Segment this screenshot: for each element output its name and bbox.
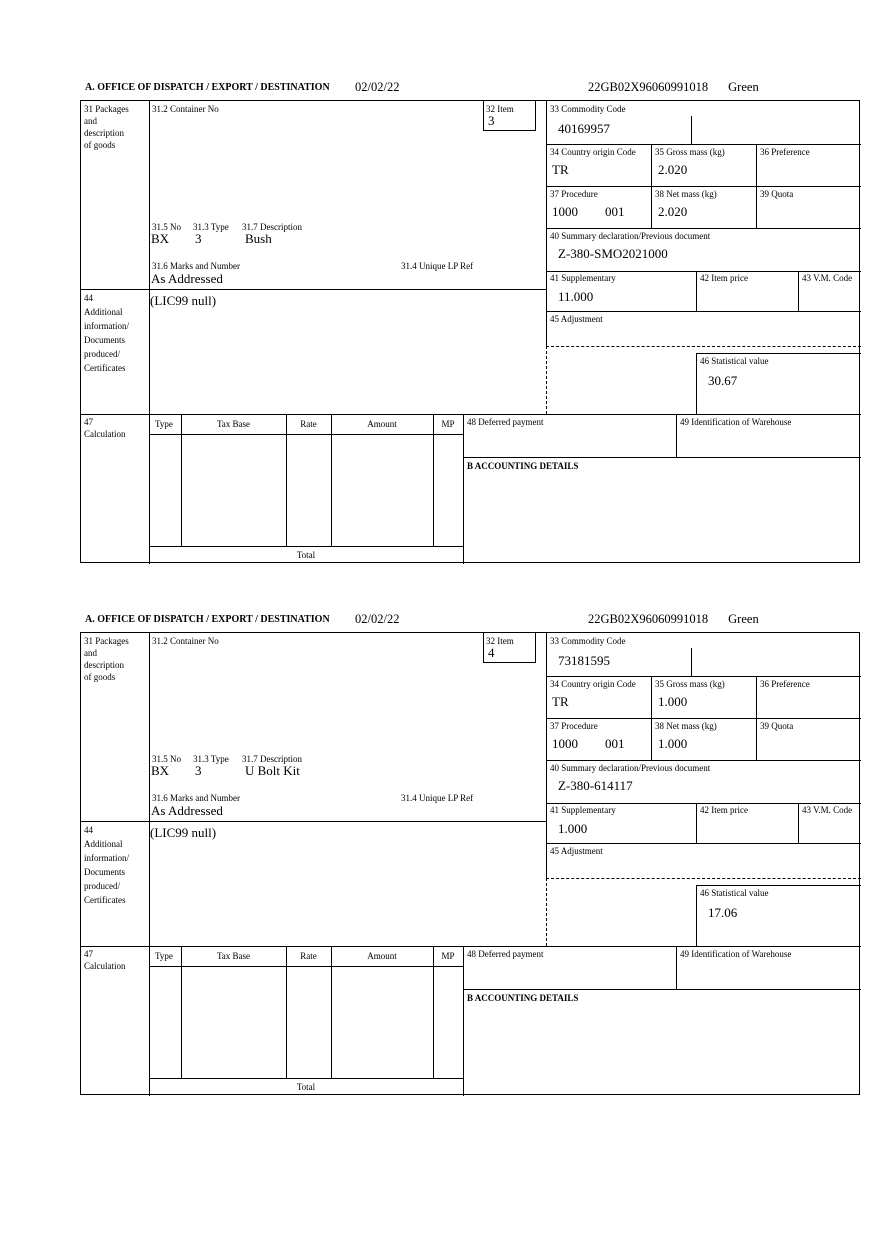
form-line <box>546 843 861 844</box>
declaration-reference <box>588 80 759 95</box>
box44-label: information/ <box>84 321 129 331</box>
box47-label: 47 <box>84 949 93 959</box>
deferred-payment-label: 48 Deferred payment <box>467 949 544 959</box>
form-line <box>546 878 861 879</box>
item-block-2 <box>0 612 882 1095</box>
gross-mass-label: 35 Gross mass (kg) <box>655 147 725 157</box>
form-line <box>546 311 861 312</box>
form-line <box>81 946 861 947</box>
box47-label: 47 <box>84 417 93 427</box>
vm-code-label: 43 V.M. Code <box>802 805 853 815</box>
calc-total-label: Total <box>296 1082 316 1092</box>
country-origin-label: 34 Country origin Code <box>550 679 636 689</box>
dispatch-date: 02/02/22 <box>355 612 400 626</box>
vm-code-label: 43 V.M. Code <box>802 273 853 283</box>
block-header <box>0 80 882 100</box>
pkg-no-label: 31.5 No <box>152 754 181 764</box>
form-line <box>756 676 757 760</box>
routing-status: Green <box>728 612 759 626</box>
calc-tax-base-header: Tax Base <box>216 419 251 429</box>
box31-label: and <box>84 648 97 658</box>
pkg-type-label: 31.3 Type <box>193 222 229 232</box>
block-header <box>0 612 882 632</box>
calc-mp-header: MP <box>441 951 455 961</box>
box44-label: Documents <box>84 867 125 877</box>
item-price-label: 42 Item price <box>700 273 748 283</box>
form-line <box>546 228 861 229</box>
pkg-no-label: 31.5 No <box>152 222 181 232</box>
form-line <box>286 946 287 1078</box>
statistical-value: 17.06 <box>708 905 738 920</box>
item-form <box>80 100 860 563</box>
form-line <box>546 760 861 761</box>
procedure-value-2: 001 <box>605 204 625 219</box>
adjustment-label: 45 Adjustment <box>550 846 603 856</box>
country-origin-value: TR <box>552 694 569 709</box>
item-number-value: 4 <box>488 645 495 660</box>
box44-label: information/ <box>84 853 129 863</box>
form-line <box>546 186 861 187</box>
form-line <box>546 346 861 347</box>
accounting-details-label: B ACCOUNTING DETAILS <box>467 993 579 1003</box>
commodity-code-value: 73181595 <box>558 653 610 668</box>
supplementary-label: 41 Supplementary <box>550 273 616 283</box>
form-line <box>546 803 861 804</box>
marks-value: As Addressed <box>151 271 223 286</box>
procedure-label: 37 Procedure <box>550 189 598 199</box>
box44-label: Additional <box>84 307 123 317</box>
supplementary-label: 41 Supplementary <box>550 805 616 815</box>
box31-label: and <box>84 116 97 126</box>
procedure-value: 1000 <box>552 204 578 219</box>
calc-amount-header: Amount <box>367 419 397 429</box>
pkg-type-value: 3 <box>195 231 202 246</box>
form-line <box>798 803 799 843</box>
box47-label: Calculation <box>84 961 126 971</box>
pkg-no-value: BX <box>151 231 170 246</box>
lp-ref-label: 31.4 Unique LP Ref <box>401 793 474 803</box>
form-line <box>463 946 464 1096</box>
item-number-value: 3 <box>488 113 495 128</box>
box31-label: description <box>84 660 124 670</box>
calc-rate-header: Rate <box>300 419 317 429</box>
pkg-desc-label: 31.7 Description <box>242 222 302 232</box>
form-line <box>756 144 757 228</box>
form-line <box>798 271 799 311</box>
form-line <box>651 144 652 228</box>
supplementary-value: 1.000 <box>558 821 588 836</box>
form-line <box>546 676 861 677</box>
reference-number: 22GB02X96060991018 <box>588 612 709 626</box>
form-line <box>696 353 861 354</box>
box31-label: 31 Packages <box>84 104 129 114</box>
gross-mass-value: 1.000 <box>658 694 688 709</box>
box44-label: 44 <box>84 825 93 835</box>
form-line <box>149 966 463 967</box>
commodity-code-separator <box>691 116 692 144</box>
supplementary-value: 11.000 <box>558 289 594 304</box>
calc-total-label: Total <box>296 550 316 560</box>
box44-label: Additional <box>84 839 123 849</box>
pkg-desc-label: 31.7 Description <box>242 754 302 764</box>
form-line <box>433 414 434 546</box>
marks-label: 31.6 Marks and Number <box>152 261 240 271</box>
form-line <box>651 676 652 760</box>
procedure-label: 37 Procedure <box>550 721 598 731</box>
box44-label: Certificates <box>84 363 126 373</box>
item-price-label: 42 Item price <box>700 805 748 815</box>
adjustment-label: 45 Adjustment <box>550 314 603 324</box>
box31-label: 31 Packages <box>84 636 129 646</box>
form-line <box>696 353 697 414</box>
calc-tax-base-header: Tax Base <box>216 951 251 961</box>
form-line <box>149 434 463 435</box>
procedure-value-2: 001 <box>605 736 625 751</box>
goods-description-value: U Bolt Kit <box>245 763 300 778</box>
calc-type-header: Type <box>155 419 173 429</box>
form-line <box>546 878 547 946</box>
item-block-1 <box>0 80 882 563</box>
quota-label: 39 Quota <box>760 189 794 199</box>
net-mass-label: 38 Net mass (kg) <box>655 721 717 731</box>
deferred-payment-label: 48 Deferred payment <box>467 417 544 427</box>
office-of-dispatch-label: A. OFFICE OF DISPATCH / EXPORT / DESTINATION <box>85 614 330 625</box>
item-form <box>80 632 860 1095</box>
statistical-value-label: 46 Statistical value <box>700 888 769 898</box>
item-label: 32 Item <box>486 104 514 114</box>
commodity-code-separator <box>691 648 692 676</box>
box31-label: of goods <box>84 672 116 682</box>
marks-label: 31.6 Marks and Number <box>152 793 240 803</box>
procedure-value: 1000 <box>552 736 578 751</box>
country-origin-label: 34 Country origin Code <box>550 147 636 157</box>
form-line <box>149 633 150 1096</box>
declaration-reference <box>588 612 759 627</box>
office-of-dispatch-label: A. OFFICE OF DISPATCH / EXPORT / DESTINATION <box>85 82 330 93</box>
additional-info-value: (LIC99 null) <box>150 825 217 840</box>
form-line <box>433 946 434 1078</box>
previous-document-value: Z-380-614117 <box>558 778 633 793</box>
form-line <box>463 414 464 564</box>
form-line <box>81 821 546 822</box>
form-line <box>149 101 150 564</box>
calc-amount-header: Amount <box>367 951 397 961</box>
box44-label: Certificates <box>84 895 126 905</box>
container-no-label: 31.2 Container No <box>152 636 219 646</box>
preference-label: 36 Preference <box>760 679 810 689</box>
form-line <box>676 414 677 457</box>
additional-info-value: (LIC99 null) <box>150 293 217 308</box>
form-line <box>546 101 547 346</box>
commodity-code-label: 33 Commodity Code <box>550 104 626 114</box>
dispatch-date: 02/02/22 <box>355 80 400 94</box>
preference-label: 36 Preference <box>760 147 810 157</box>
gross-mass-value: 2.020 <box>658 162 688 177</box>
form-line <box>546 346 547 414</box>
warehouse-label: 49 Identification of Warehouse <box>680 417 792 427</box>
item-label: 32 Item <box>486 636 514 646</box>
goods-description-value: Bush <box>245 231 272 246</box>
form-line <box>676 946 677 989</box>
calc-mp-header: MP <box>441 419 455 429</box>
quota-label: 39 Quota <box>760 721 794 731</box>
calc-rate-header: Rate <box>300 951 317 961</box>
net-mass-value: 2.020 <box>658 204 688 219</box>
reference-number: 22GB02X96060991018 <box>588 80 709 94</box>
form-line <box>331 414 332 546</box>
pkg-type-label: 31.3 Type <box>193 754 229 764</box>
net-mass-label: 38 Net mass (kg) <box>655 189 717 199</box>
commodity-code-label: 33 Commodity Code <box>550 636 626 646</box>
form-line <box>81 289 546 290</box>
net-mass-value: 1.000 <box>658 736 688 751</box>
gross-mass-label: 35 Gross mass (kg) <box>655 679 725 689</box>
form-line <box>181 414 182 546</box>
previous-document-value: Z-380-SMO2021000 <box>558 246 668 261</box>
form-line <box>149 1078 463 1079</box>
form-line <box>546 144 861 145</box>
container-no-label: 31.2 Container No <box>152 104 219 114</box>
form-line <box>696 803 697 843</box>
country-origin-value: TR <box>552 162 569 177</box>
commodity-code-value: 40169957 <box>558 121 610 136</box>
form-line <box>149 546 463 547</box>
lp-ref-label: 31.4 Unique LP Ref <box>401 261 474 271</box>
box31-label: of goods <box>84 140 116 150</box>
warehouse-label: 49 Identification of Warehouse <box>680 949 792 959</box>
form-line <box>546 633 547 878</box>
summary-declaration-label: 40 Summary declaration/Previous document <box>550 763 711 773</box>
form-line <box>696 885 697 946</box>
statistical-value-label: 46 Statistical value <box>700 356 769 366</box>
box44-label: Documents <box>84 335 125 345</box>
form-line <box>546 718 861 719</box>
box47-label: Calculation <box>84 429 126 439</box>
form-line <box>331 946 332 1078</box>
form-line <box>181 946 182 1078</box>
calc-type-header: Type <box>155 951 173 961</box>
box44-label: 44 <box>84 293 93 303</box>
form-line <box>286 414 287 546</box>
form-line <box>696 885 861 886</box>
statistical-value: 30.67 <box>708 373 738 388</box>
pkg-type-value: 3 <box>195 763 202 778</box>
form-line <box>463 989 861 990</box>
box31-label: description <box>84 128 124 138</box>
box44-label: produced/ <box>84 349 120 359</box>
accounting-details-label: B ACCOUNTING DETAILS <box>467 461 579 471</box>
form-line <box>696 271 697 311</box>
pkg-no-value: BX <box>151 763 170 778</box>
form-line <box>81 414 861 415</box>
summary-declaration-label: 40 Summary declaration/Previous document <box>550 231 711 241</box>
marks-value: As Addressed <box>151 803 223 818</box>
box44-label: produced/ <box>84 881 120 891</box>
form-line <box>546 271 861 272</box>
form-line <box>463 457 861 458</box>
routing-status: Green <box>728 80 759 94</box>
